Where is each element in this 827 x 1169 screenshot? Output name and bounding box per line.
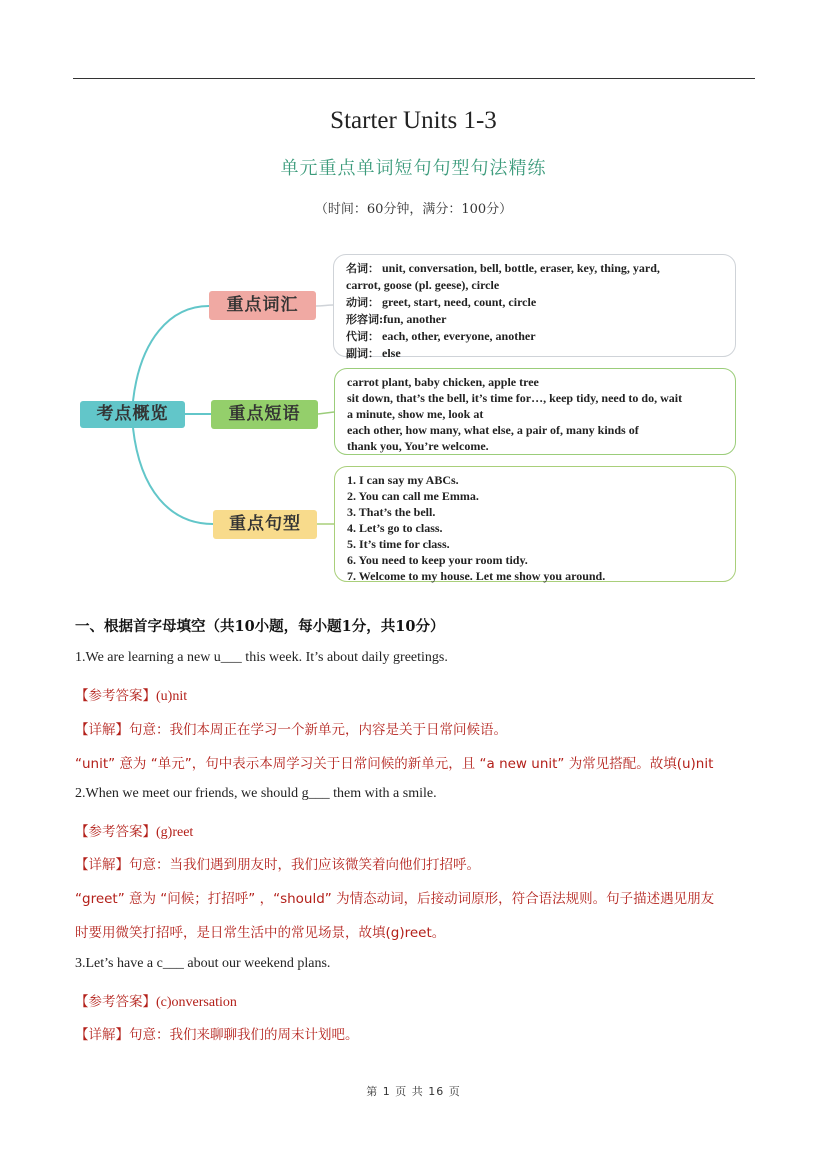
- page-title: Starter Units 1-3: [330, 107, 497, 134]
- sentence-line: 2. You can call me Emma.: [347, 489, 479, 503]
- page-subtitle: 单元重点单词短句句型句法精练: [280, 158, 547, 179]
- phrase-line: thank you, You’re welcome.: [347, 439, 489, 453]
- detail-1: 【详解】句意：我们本周正在学习一个新单元，内容是关于日常问候语。: [75, 722, 507, 738]
- vocab-line: 动词： greet, start, need, count, circle: [346, 295, 537, 309]
- mindmap-root: 考点概览: [80, 401, 185, 428]
- answer-2: 【参考答案】(g)reet: [75, 824, 194, 840]
- question-1: 1.We are learning a new u___ this week. It’s about daily greetings.: [75, 650, 448, 665]
- vocab-line: 名词： unit, conversation, bell, bottle, eraser, key, thing, yard,: [346, 261, 660, 275]
- explain-1: “unit” 意为 “单元”，句中表示本周学习关于日常问候的新单元，且 “a new unit” 为常见搭配。故填(u)nit: [75, 756, 714, 772]
- connector-phrase-box: [318, 412, 334, 414]
- mindmap-branch-vocab: 重点词汇: [209, 291, 316, 320]
- answer-3: 【参考答案】(c)onversation: [75, 994, 237, 1010]
- vocab-line: 形容词:fun, another: [346, 312, 447, 326]
- phrase-line: a minute, show me, look at: [347, 407, 484, 421]
- explain-2: 时要用微笑打招呼，是日常生活中的常见场景，故填(g)reet。: [75, 925, 446, 941]
- phrase-line: carrot plant, baby chicken, apple tree: [347, 375, 539, 389]
- sentence-line: 7. Welcome to my house. Let me show you around.: [347, 569, 606, 583]
- timing-note: （时间：60分钟，满分：100分）: [314, 202, 513, 217]
- connector-sentence: [133, 428, 213, 524]
- connector-vocab: [133, 306, 209, 401]
- phrase-line: sit down, that’s the bell, it’s time for…, keep tidy, need to do, wait: [347, 391, 683, 405]
- question-2: 2.When we meet our friends, we should g___ them with a smile.: [75, 786, 437, 801]
- sentence-line: 1. I can say my ABCs.: [347, 473, 459, 487]
- answer-1: 【参考答案】(u)nit: [75, 688, 188, 704]
- sentence-line: 6. You need to keep your room tidy.: [347, 553, 528, 567]
- section-heading: 一、根据首字母填空（共10小题，每小题1分，共10分）: [75, 618, 445, 635]
- sentence-line: 3. That’s the bell.: [347, 505, 436, 519]
- mindmap-branch-sentences: 重点句型: [213, 510, 317, 539]
- mindmap-branch-phrases: 重点短语: [211, 400, 318, 429]
- header-rule: [73, 78, 755, 79]
- sentence-line: 4. Let’s go to class.: [347, 521, 443, 535]
- sentences-box: [334, 466, 736, 582]
- question-3: 3.Let’s have a c___ about our weekend plans.: [75, 956, 331, 971]
- detail-3: 【详解】句意：我们来聊聊我们的周末计划吧。: [75, 1027, 359, 1043]
- detail-2: 【详解】句意：当我们遇到朋友时，我们应该微笑着向他们打招呼。: [75, 857, 480, 873]
- vocab-line: 代词： each, other, everyone, another: [346, 329, 536, 343]
- phrase-line: each other, how many, what else, a pair of, many kinds of: [347, 423, 639, 437]
- vocab-line: 副词： else: [346, 346, 401, 360]
- page-footer: 第 1 页 共 16 页: [366, 1085, 461, 1098]
- phrases-box: [334, 368, 736, 455]
- sentence-line: 5. It’s time for class.: [347, 537, 450, 551]
- vocab-line: carrot, goose (pl. geese), circle: [346, 278, 500, 292]
- connector-vocab-box: [316, 305, 333, 306]
- vocab-box: [333, 254, 736, 360]
- explain-2: “greet” 意为 “问候；打招呼” ，“should” 为情态动词，后接动词原形，符合语法规则。句子描述遇见朋友: [75, 891, 715, 907]
